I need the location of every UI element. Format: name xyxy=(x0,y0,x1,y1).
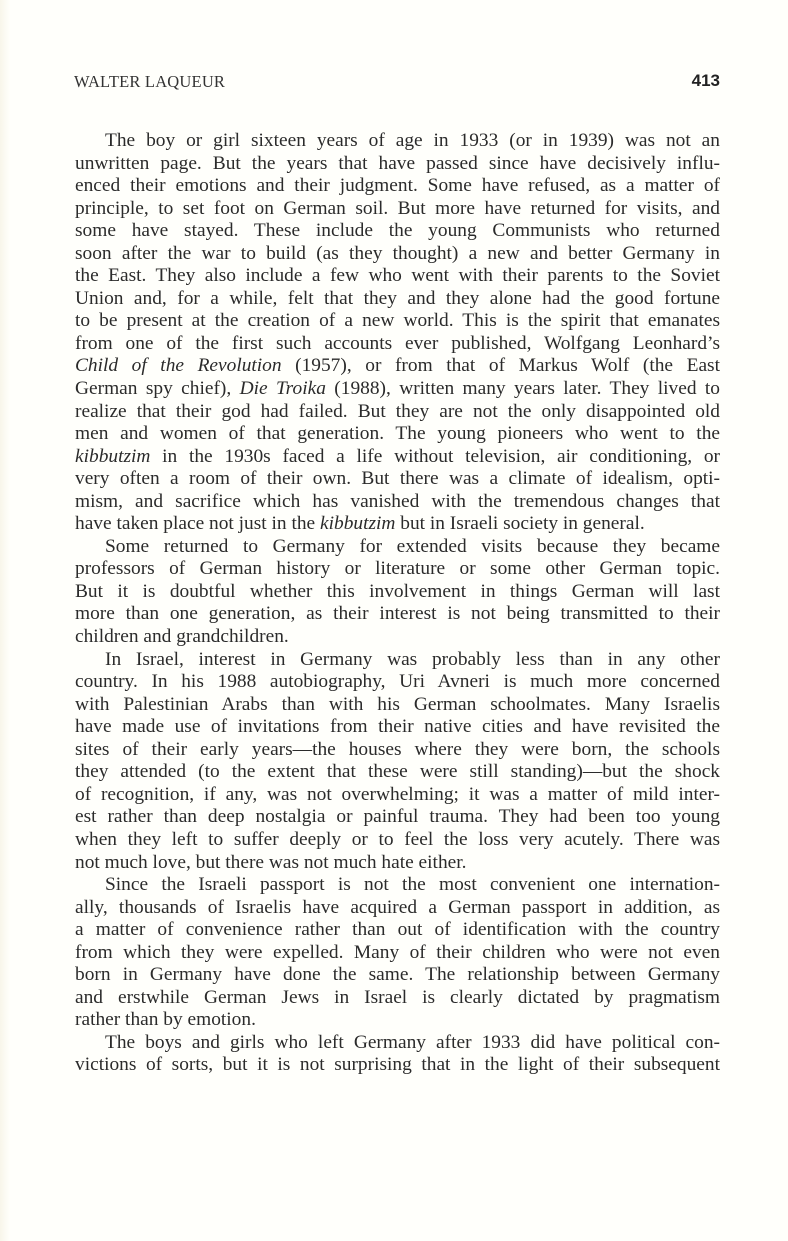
text-line xyxy=(75,175,720,198)
text-run: ally, thousands of Israelis have acquired a German passport in addition, as xyxy=(75,896,720,918)
italic-title-text: kibbutzim xyxy=(75,445,151,467)
text-line xyxy=(75,942,720,965)
text-line xyxy=(75,333,720,356)
text-run: of recognition, if any, was not overwhelming; it was a matter of mild inter- xyxy=(75,783,720,805)
text-run: German spy chief), xyxy=(75,378,240,400)
running-head xyxy=(74,72,720,96)
text-line xyxy=(75,761,720,784)
text-line xyxy=(75,671,720,694)
text-run: victions of sorts, but it is not surprising that in the light of their subsequent xyxy=(75,1054,720,1076)
text-line xyxy=(75,153,720,176)
text-line xyxy=(75,401,720,424)
text-run: mism, and sacrifice which has vanished with the tremendous changes that xyxy=(75,490,720,512)
text-run: professors of German history or literature or some other German topic. xyxy=(75,558,720,580)
text-run: children and grandchildren. xyxy=(75,626,289,648)
running-head-author: WALTER LAQUEUR xyxy=(74,72,226,91)
text-run: when they left to suffer deeply or to feel the loss very acutely. There was xyxy=(75,828,720,850)
text-run: men and women of that generation. The young pioneers who went to the xyxy=(75,423,720,445)
text-line xyxy=(75,852,720,875)
text-run: The boy or girl sixteen years of age in 1933 (or in 1939) was not an xyxy=(105,130,720,151)
text-line xyxy=(75,288,720,311)
body-text xyxy=(75,130,720,1077)
text-run: more than one generation, as their interest is not being transmitted to their xyxy=(75,603,720,625)
text-line xyxy=(75,897,720,920)
text-line xyxy=(75,558,720,581)
text-run: to be present at the creation of a new world. This is the spirit that emanates xyxy=(75,310,720,332)
text-line xyxy=(75,987,720,1010)
text-run: very often a room of their own. But there was a climate of idealism, opti- xyxy=(75,468,720,490)
paragraph xyxy=(75,536,720,649)
text-run: soon after the war to build (as they thought) a new and better Germany in xyxy=(75,242,720,264)
text-line xyxy=(75,1054,720,1077)
text-run: rather than by emotion. xyxy=(75,1009,256,1031)
text-run: (1957), or from that of Markus Wolf (the East xyxy=(281,355,720,377)
text-line xyxy=(75,310,720,333)
text-line xyxy=(75,491,720,514)
text-run: unwritten page. But the years that have passed since have decisively influ- xyxy=(75,152,720,174)
italic-title-text: kibbutzim xyxy=(320,513,396,535)
page-number: 413 xyxy=(691,71,720,90)
text-line xyxy=(75,784,720,807)
text-run: realize that their god had failed. But they are not the only disappointed old xyxy=(75,400,720,422)
text-run: and erstwhile German Jews in Israel is clearly dictated by pragmatism xyxy=(75,986,720,1008)
text-run: have made use of invitations from their native cities and have revisited the xyxy=(75,716,720,738)
text-line xyxy=(75,265,720,288)
text-line xyxy=(75,626,720,649)
text-run: but in Israeli society in general. xyxy=(395,513,645,535)
text-run: But it is doubtful whether this involvement in things German will last xyxy=(75,580,720,602)
text-run: not much love, but there was not much hate either. xyxy=(75,851,467,873)
text-line xyxy=(75,220,720,243)
text-line xyxy=(75,806,720,829)
text-run: a matter of convenience rather than out of identification with the country xyxy=(75,919,720,941)
text-line xyxy=(75,1009,720,1032)
text-line xyxy=(75,829,720,852)
text-run: enced their emotions and their judgment. Some have refused, as a matter of xyxy=(75,175,720,197)
text-line xyxy=(75,243,720,266)
text-run: the East. They also include a few who went with their parents to the Soviet xyxy=(75,265,720,287)
text-run: have taken place not just in the xyxy=(75,513,320,535)
paragraph xyxy=(75,649,720,874)
text-run: est rather than deep nostalgia or painful trauma. They had been too young xyxy=(75,806,720,828)
text-line xyxy=(75,198,720,221)
text-run: (1988), written many years later. They lived to xyxy=(325,378,720,400)
text-run: from which they were expelled. Many of their children who were not even xyxy=(75,941,720,963)
text-run: Union and, for a while, felt that they and they alone had the good fortune xyxy=(75,287,720,309)
text-run: from one of the first such accounts ever published, Wolfgang Leonhard’s xyxy=(75,332,720,354)
text-line xyxy=(75,513,720,536)
text-line xyxy=(75,423,720,446)
text-line xyxy=(75,378,720,401)
text-run: with Palestinian Arabs than with his German schoolmates. Many Israelis xyxy=(75,693,720,715)
text-line xyxy=(75,964,720,987)
text-run: principle, to set foot on German soil. But more have returned for visits, and xyxy=(75,197,720,219)
text-run: country. In his 1988 autobiography, Uri Avneri is much more concerned xyxy=(75,671,720,693)
text-line xyxy=(75,355,720,378)
paragraph xyxy=(75,1032,720,1077)
text-line xyxy=(75,649,720,672)
text-line xyxy=(75,536,720,559)
text-run: born in Germany have done the same. The relationship between Germany xyxy=(75,964,720,986)
text-line xyxy=(75,919,720,942)
text-run: In Israel, interest in Germany was probably less than in any other xyxy=(105,648,720,670)
paragraph xyxy=(75,130,720,536)
text-line xyxy=(75,603,720,626)
text-run: in the 1930s faced a life without television, air conditioning, or xyxy=(150,445,720,467)
text-line xyxy=(75,1032,720,1055)
text-line xyxy=(75,694,720,717)
text-run: they attended (to the extent that these were still standing)—but the shock xyxy=(75,761,720,783)
text-run: Some returned to Germany for extended visits because they became xyxy=(105,535,720,557)
text-line xyxy=(75,468,720,491)
paragraph xyxy=(75,874,720,1032)
italic-title-text: Die Troika xyxy=(239,378,326,400)
text-line xyxy=(75,581,720,604)
text-run: Since the Israeli passport is not the most convenient one internation- xyxy=(105,874,720,896)
italic-title-text: Child of the Revolution xyxy=(75,355,282,377)
text-line xyxy=(75,130,720,153)
text-line xyxy=(75,739,720,762)
text-line xyxy=(75,716,720,739)
text-line xyxy=(75,446,720,469)
page-edge-shadow xyxy=(0,0,10,1241)
text-run: sites of their early years—the houses where they were born, the schools xyxy=(75,738,720,760)
text-run: some have stayed. These include the young Communists who returned xyxy=(75,220,720,242)
text-run: The boys and girls who left Germany after 1933 did have political con- xyxy=(105,1031,720,1053)
text-line xyxy=(75,874,720,897)
